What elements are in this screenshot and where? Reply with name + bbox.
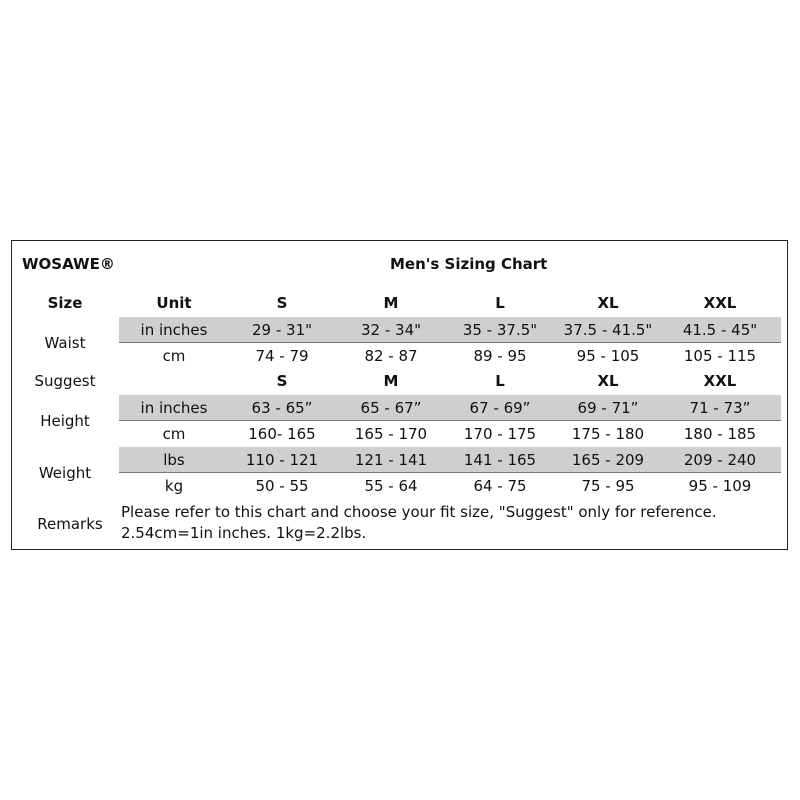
remarks-label: Remarks — [37, 515, 103, 533]
waist-inches-cell: 41.5 - 45" — [682, 320, 758, 339]
waist-cm-cell: 82 - 87 — [364, 346, 418, 365]
waist-inches-cell: 32 - 34" — [360, 320, 422, 339]
weight-kg-cell: 75 - 95 — [581, 476, 635, 495]
waist-cm-cell: 89 - 95 — [473, 346, 527, 365]
suggest-size-cell: S — [276, 372, 288, 390]
height-label: Height — [40, 412, 90, 430]
remarks-text — [121, 502, 781, 544]
size-column-header: S — [276, 294, 288, 312]
size-column-header: XL — [597, 294, 619, 312]
brand-logo-text: WOSAWE® — [22, 255, 115, 273]
weight-lbs-cell: 110 - 121 — [245, 450, 319, 469]
height-cm-cell: 180 - 185 — [683, 424, 757, 443]
weight-kg-cell: 64 - 75 — [473, 476, 527, 495]
waist-cm-cell: 95 - 105 — [576, 346, 640, 365]
waist-cm-cell: 105 - 115 — [683, 346, 757, 365]
size-header: Size — [47, 294, 83, 312]
height-cm-cell: 165 - 170 — [354, 424, 428, 443]
weight-lbs-cell: 121 - 141 — [354, 450, 428, 469]
waist-label: Waist — [44, 334, 86, 352]
suggest-size-cell: XXL — [703, 372, 737, 390]
unit-cell: cm — [162, 346, 186, 365]
waist-inches-cell: 35 - 37.5" — [462, 320, 538, 339]
weight-label: Weight — [38, 464, 92, 482]
height-cm-cell: 160- 165 — [248, 424, 316, 443]
weight-kg-cell: 50 - 55 — [255, 476, 309, 495]
unit-cell: kg — [164, 476, 184, 495]
size-column-header: M — [383, 294, 399, 312]
weight-kg-cell: 55 - 64 — [364, 476, 418, 495]
waist-inches-cell: 29 - 31" — [251, 320, 313, 339]
height-cm-cell: 170 - 175 — [463, 424, 537, 443]
suggest-size-cell: M — [383, 372, 399, 390]
remarks-line: Please refer to this chart and choose your fit size, "Suggest" only for reference. — [121, 503, 717, 521]
unit-cell: cm — [162, 424, 186, 443]
weight-kg-cell: 95 - 109 — [688, 476, 752, 495]
waist-inches-cell: 37.5 - 41.5" — [563, 320, 653, 339]
size-column-header: L — [495, 294, 505, 312]
weight-lbs-cell: 141 - 165 — [463, 450, 537, 469]
suggest-size-cell: XL — [597, 372, 619, 390]
height-inches-cell: 71 - 73” — [689, 398, 751, 417]
page-title: Men's Sizing Chart — [390, 255, 548, 273]
height-inches-cell: 65 - 67” — [360, 398, 422, 417]
unit-header: Unit — [156, 294, 192, 312]
height-cm-cell: 175 - 180 — [571, 424, 645, 443]
unit-cell: lbs — [163, 450, 185, 469]
height-inches-cell: 69 - 71” — [577, 398, 639, 417]
height-inches-cell: 67 - 69” — [469, 398, 531, 417]
unit-cell: in inches — [140, 398, 208, 417]
height-inches-cell: 63 - 65” — [251, 398, 313, 417]
waist-cm-cell: 74 - 79 — [255, 346, 309, 365]
unit-cell: in inches — [140, 320, 208, 339]
weight-lbs-cell: 165 - 209 — [571, 450, 645, 469]
suggest-size-cell: L — [495, 372, 505, 390]
size-column-header: XXL — [703, 294, 737, 312]
remarks-line: 2.54cm=1in inches. 1kg=2.2lbs. — [121, 524, 367, 542]
suggest-label: Suggest — [34, 372, 96, 390]
weight-lbs-cell: 209 - 240 — [683, 450, 757, 469]
